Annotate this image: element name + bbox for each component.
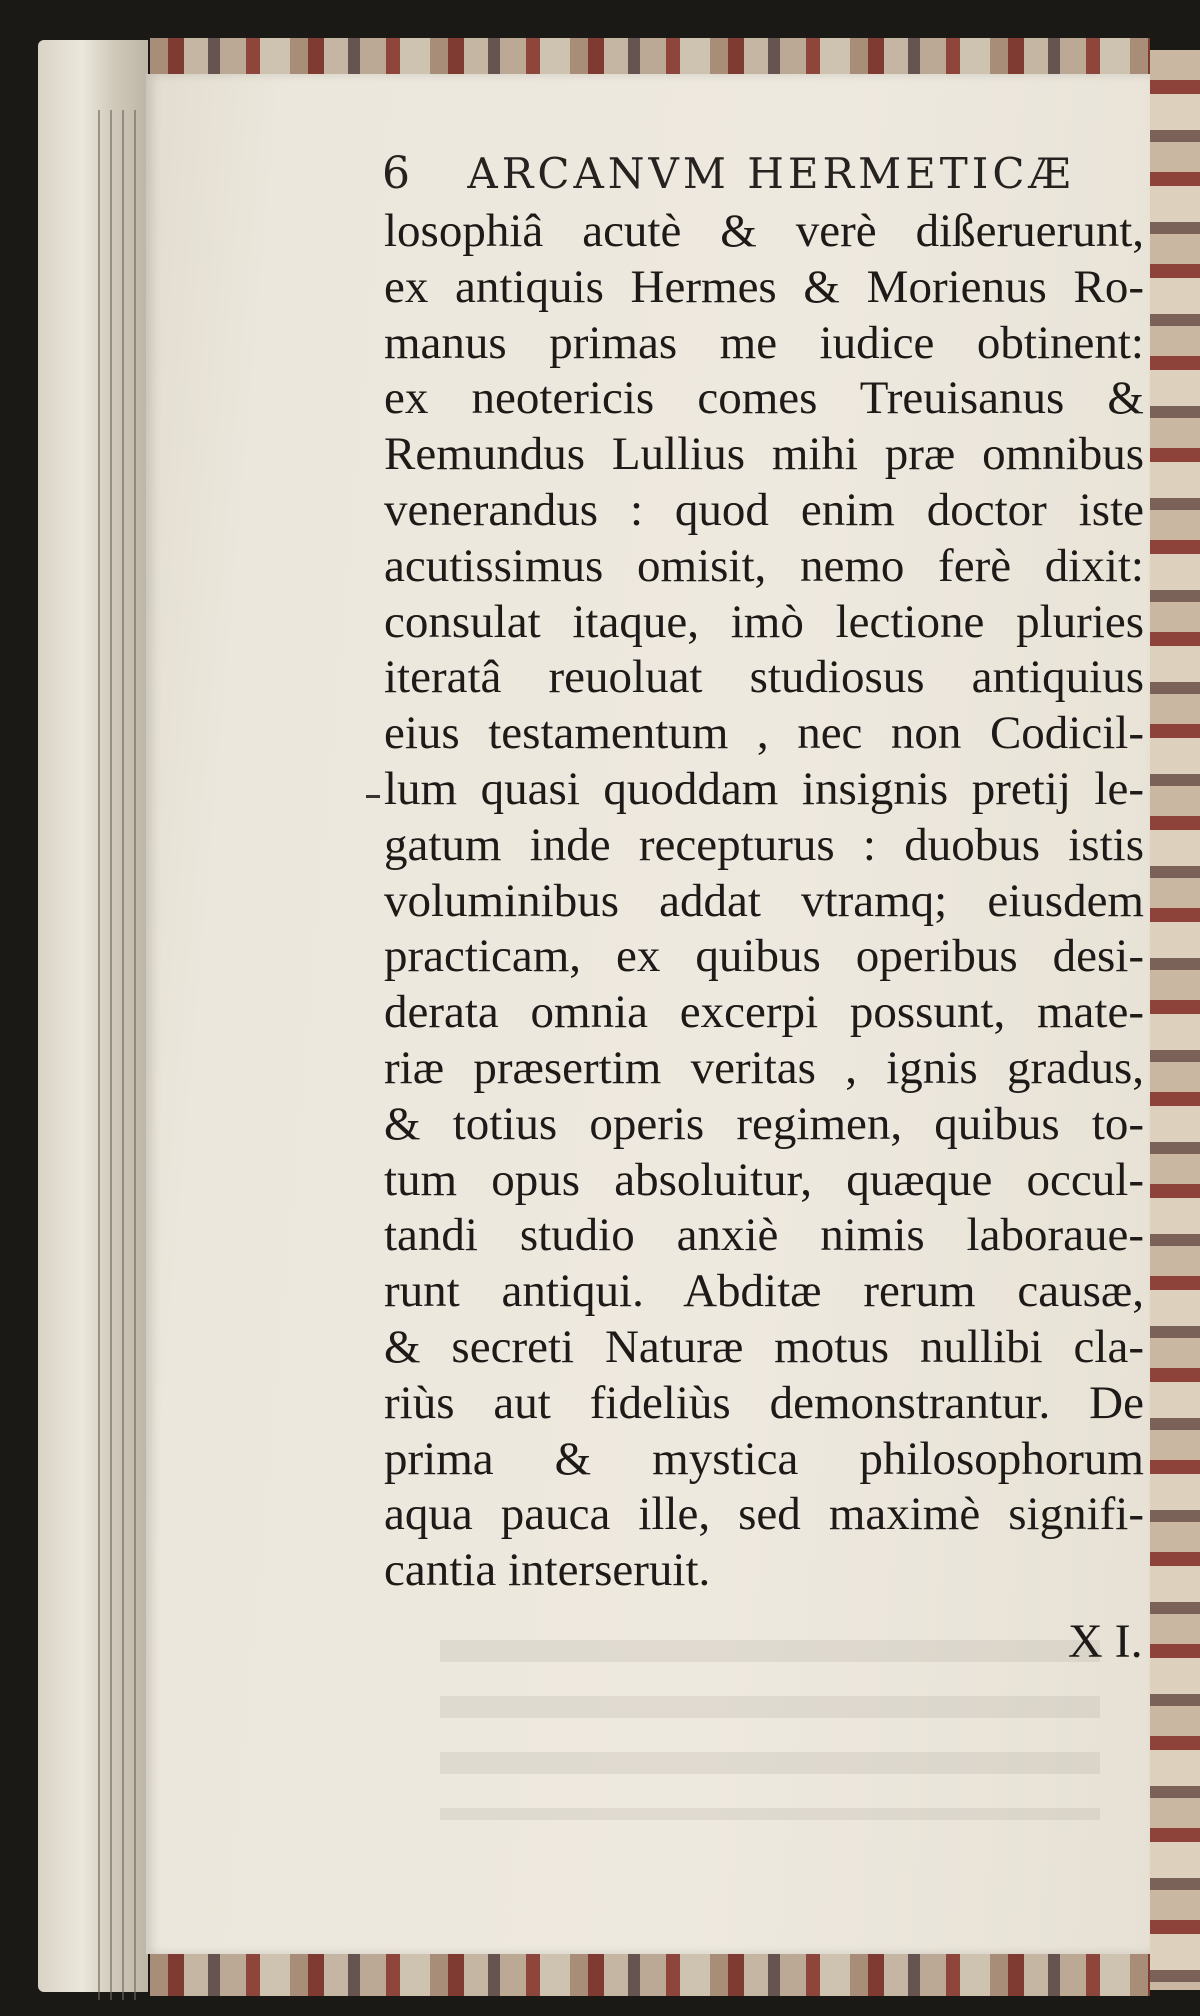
text-line: gatum inde recepturus : duobus istis: [384, 818, 1144, 871]
page-edge-line: [134, 110, 136, 2000]
text-line: ex neotericis comes Treuisanus &: [384, 372, 1144, 425]
page-edges-left: [38, 40, 148, 1992]
text-line: Remundus Lullius mihi præ omnibus: [384, 428, 1144, 481]
text-line: aqua pauca ille, sed maximè signifi-: [384, 1488, 1144, 1541]
text-line: iteratâ reuoluat studiosus antiquius: [384, 651, 1144, 704]
text-line: prima & mystica philosophorum: [384, 1432, 1144, 1485]
text-line: runt antiqui. Abditæ rerum causæ,: [384, 1265, 1144, 1318]
show-through-text: [440, 1640, 1100, 1820]
text-line: eius testamentum , nec non Codicil-: [384, 707, 1144, 760]
text-line: consulat itaque, imò lectione pluries: [384, 595, 1144, 648]
text-line: riæ præsertim veritas , ignis gradus,: [384, 1041, 1144, 1094]
text-line: practicam, ex quibus operibus desi-: [384, 930, 1144, 983]
text-line: derata omnia excerpi possunt, mate-: [384, 986, 1144, 1039]
endpaper-edge-bottom: [150, 1952, 1150, 1996]
text-line: ex antiquis Hermes & Morienus Ro-: [384, 260, 1144, 313]
running-title: ARCANVM HERMETICÆ: [467, 149, 1075, 198]
page-number: 6: [382, 148, 414, 199]
text-line: cantia interseruit.: [384, 1544, 711, 1597]
page-edge-line: [98, 110, 100, 2000]
text-line: & secreti Naturæ motus nullibi cla-: [384, 1320, 1144, 1373]
catchword: X I.: [1068, 1615, 1143, 1668]
endpaper-edge-top: [150, 38, 1150, 74]
body-text: [384, 204, 1144, 1599]
text-line: voluminibus addat vtramq; eiusdem: [384, 874, 1144, 927]
page-edge-line: [110, 110, 112, 2000]
text-line: tandi studio anxiè nimis laboraue-: [384, 1209, 1144, 1262]
text-line: riùs aut fideliùs demonstrantur. De: [384, 1376, 1144, 1429]
text-line: losophiâ acutè & verè dißeruerunt,: [384, 205, 1144, 257]
text-line: venerandus : quod enim doctor iste: [384, 483, 1144, 536]
endpaper-edge-right: [1150, 50, 1200, 1990]
text-line: manus primas me iudice obtinent:: [384, 316, 1144, 369]
text-line: acutissimus omisit, nemo ferè dixit:: [384, 539, 1144, 592]
text-line: lum quasi quoddam insignis pretij le-: [384, 762, 1144, 815]
marginal-mark: [366, 795, 380, 798]
page-edge-line: [122, 110, 124, 2000]
text-line: & totius operis regimen, quibus to-: [384, 1097, 1144, 1150]
running-head: [382, 148, 1102, 208]
text-line: tum opus absoluitur, quæque occul-: [384, 1153, 1144, 1206]
